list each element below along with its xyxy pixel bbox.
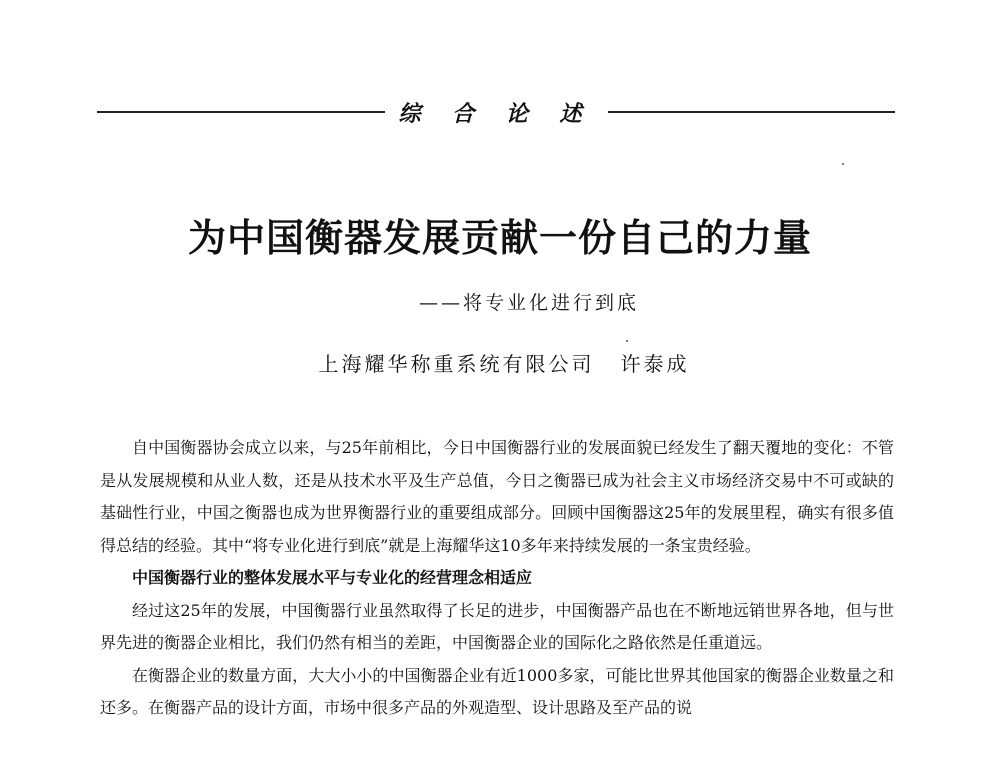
header-rule-left <box>97 111 385 113</box>
author-name: 许泰成 <box>620 352 690 376</box>
section-heading: 中国衡器行业的整体发展水平与专业化的经营理念相适应 <box>132 568 533 587</box>
byline <box>0 348 1000 377</box>
scan-speck <box>842 163 844 165</box>
header-rule-right <box>608 111 896 113</box>
author-organization: 上海耀华称重系统有限公司 <box>318 352 595 376</box>
paragraph-intro: 自中国衡器协会成立以来，与25年前相比，今日中国衡器行业的发展面貌已经发生了翻天覆地的变化：不管是从发展规模和从业人数，还是从技术水平及生产总值，今日之衡器已成为社会主义市场经济交易中不可或缺的基础性行业，中国之衡器也成为世界衡器行业的重要组成部分。回顾中国衡器这25年的发展里程，确实有很多值得总结的经验。其中“将专业化进行到底”就是上海耀华这10多年来持续发展的一条宝贵经验。 <box>100 438 894 555</box>
section-header <box>97 95 895 129</box>
paragraph-2: 经过这25年的发展，中国衡器行业虽然取得了长足的进步，中国衡器产品也在不断地远销世界各地，但与世界先进的衡器企业相比，我们仍然有相当的差距，中国衡器企业的国际化之路依然是任重道远。 <box>100 600 894 652</box>
article-body <box>100 432 894 725</box>
paragraph-3: 在衡器企业的数量方面，大大小小的中国衡器企业有近1000多家，可能比世界其他国家的衡器企业数量之和还多。在衡器产品的设计方面，市场中很多产品的外观造型、设计思路及至产品的说 <box>100 665 894 717</box>
article-subtitle: ——将专业化进行到底 <box>418 292 639 314</box>
scan-speck <box>626 340 628 342</box>
article-title: 为中国衡器发展贡献一份自己的力量 <box>187 215 812 260</box>
section-label: 综 合 论 述 <box>398 100 594 127</box>
